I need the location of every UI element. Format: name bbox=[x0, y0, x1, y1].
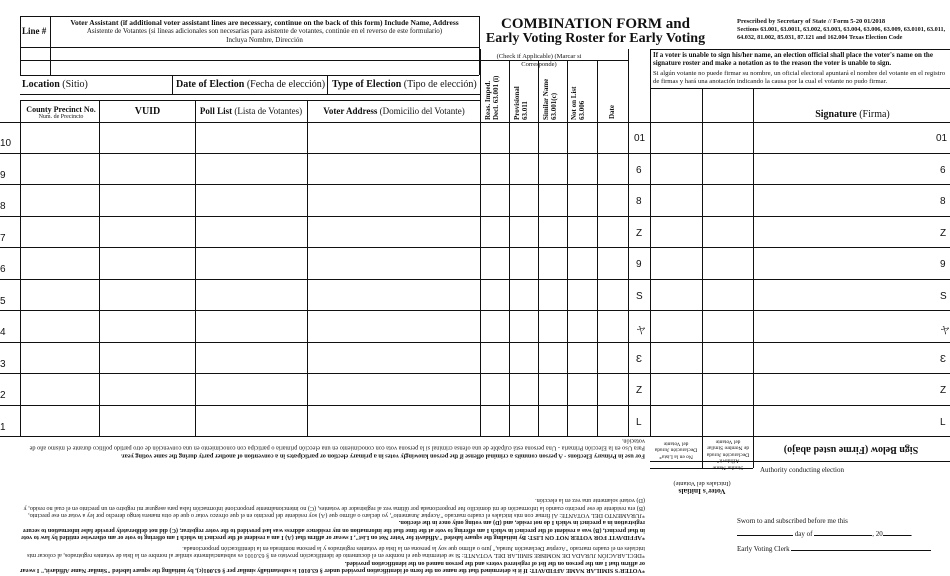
poll-list-header bbox=[196, 106, 306, 116]
row-number: 6 bbox=[0, 264, 6, 275]
row-number-mirror: 6 bbox=[636, 165, 642, 176]
form-title: COMBINATION FORM and bbox=[501, 16, 690, 32]
voter-initials-text: Voter's Initials bbox=[678, 487, 726, 496]
day-of-label: day of bbox=[794, 530, 813, 538]
row-number: 2 bbox=[0, 390, 6, 401]
row-number-right: 01 bbox=[936, 133, 948, 144]
row-number-right: ヤ bbox=[940, 326, 950, 337]
row-number: 7 bbox=[0, 233, 6, 244]
unable-to-sign-notice: If a voter is unable to sign his/her name, an election official shall place the voter's name on the signature roster and make a notation as to the reason the voter is unable to sign. bbox=[653, 51, 933, 67]
row-number: 3 bbox=[0, 359, 6, 370]
not-on-list-affidavit-header: No en la Lista* Declaración Jurada del Votante bbox=[654, 440, 698, 460]
sworn-date-line[interactable]: day of , 20 . bbox=[737, 530, 947, 539]
signature-label: Signature bbox=[815, 109, 857, 120]
row-number: 5 bbox=[0, 296, 6, 307]
code-sections: Sections 63.001, 63.0011, 63.002, 63.003, 63.004, 63.006, 63.009, 63.0101, 63.011, 64.032, 81.002, 85.031, 87.121 and 162.004 Texas Election Code bbox=[737, 26, 946, 41]
voter-address-label-es: (Domicilio del Votante) bbox=[379, 106, 465, 116]
sign-below-label: Sign Below (Firme usted abajo) bbox=[783, 444, 919, 455]
line-number-label: Line # bbox=[22, 26, 47, 36]
row-number: 1 bbox=[0, 422, 6, 433]
row-number: 8 bbox=[0, 201, 6, 212]
prescribed-by: Prescribed by Secretary of State // Form 5-20 01/2018 bbox=[737, 18, 886, 25]
voter-initials-label bbox=[652, 480, 752, 496]
check-if-applicable: (Check if Applicable) (Marcar si Corresponde) bbox=[496, 53, 582, 68]
row-number-right: 9 bbox=[940, 259, 946, 270]
similar-name-header: Similar Name 63.001(c) bbox=[542, 78, 558, 120]
row-number-right: Ɛ bbox=[940, 354, 947, 365]
not-on-list-affidavit-text: *AFFIDAVIT FOR VOTER NOT ON LIST: By initialing the square labeled "Affidavit for Voter Not on List", I swear or affirm that (A) I am a resident of the precinct in which I am offering to vote or am otherwise entitled by law to vote in that precinct, (B) was a resident of the precinct in which I am offering to vote at the time that the information on my residence address was last provided to the voter registrar, (C) did not deliberately provide false information to secure registration in a precinct in which I do not reside, and (D) am voting only once in the election. bbox=[21, 519, 645, 541]
county-precinct-header: County Precinct No. bbox=[26, 105, 96, 114]
type-of-election-label-es: (Tipo de elección) bbox=[403, 79, 477, 90]
year-prefix: 20 bbox=[875, 530, 883, 538]
similar-name-affidavit-header: Similar Name Affidavit* Declaración Jurada de Nombre Similar del Votante bbox=[706, 438, 750, 471]
location-label: Location bbox=[22, 79, 60, 90]
row-number-mirror: 01 bbox=[634, 133, 646, 144]
row-number-mirror: Z bbox=[636, 385, 643, 396]
similar-name-affidavit-text: *VOTER'S SIMILAR NAME AFFIDAVIT: If it is determined that the name on the form of identification provided under § 63.0101 is substantially similar per § 63.001(c), by initialing the square labeled "Similar Name Affidavit," I swear or affirm that I am the person on the list of registered voters and the person named on the identification provided. bbox=[20, 559, 645, 574]
row-number-mirror: ヤ bbox=[636, 326, 646, 337]
row-number-mirror: 8 bbox=[636, 196, 642, 207]
authority-conducting-election: Authority conducting election bbox=[760, 466, 844, 474]
voter-initials-text-es: (Iniciales del Votante) bbox=[673, 480, 731, 487]
not-on-list-affidavit-text-es: *JURAMENTO DEL VOTANTE: Al firmar con mis iniciales el cuadro marcado "Aceptar Juramento", yo declaro o afirmo que (A) soy residente del precinto en el que ofrezco votar o que de otra manera tengo derecho por ley a votar en ese precinto, (B) era residente de ese precinto cuando la información de mi domicilio fue proporcionada por última vez al registrador de votantes, (C) no intencionalmente proporcioné información falsa para asegurar mi registro en un precinto en el cual no resido, y (D) votaré solamente una vez en la elección. bbox=[23, 497, 645, 519]
voter-address-header bbox=[308, 106, 480, 116]
reas-imped-header: Reas. Imped. Decl. 63.001 (i) bbox=[484, 75, 500, 120]
affidavit-text bbox=[20, 460, 645, 574]
row-number-mirror: L bbox=[636, 417, 642, 428]
location-label-es: (Sitio) bbox=[62, 79, 88, 90]
unable-to-sign-notice-es: Si algún votante no puede firmar su nombre, un oficial electoral apuntará el nombre del votante en el registro de firmas y hará una anotación indicando la causa por la cual el votante no pudo firmar. bbox=[653, 70, 946, 85]
similar-name-affidavit-text-es: *DECLARACIÓN JURADA DE NOMBRE SIMILAR DEL VOTANTE: Si se determina que el nombre en el documento de identificación provisto en § 63.0101 es substancialmente similar al nombre en la lista de votantes registrados, al colocar mis iniciales en el cuadro marcado "Aceptar Declaración Jurada," juro o afirmo que soy la persona en la lista de votantes registrados y la persona nombrada en la identificación proporcionada. bbox=[27, 545, 645, 560]
county-precinct-header-es: Num. de Precincto bbox=[38, 114, 84, 120]
type-of-election-field[interactable] bbox=[332, 79, 477, 90]
signature-header bbox=[755, 109, 950, 120]
row-number-mirror: Z bbox=[636, 228, 643, 239]
voter-assistant-title: Voter Assistant (if additional voter assistant lines are necessary, continue on the back of this form) Include Name, Address bbox=[70, 18, 459, 27]
row-number-right: 6 bbox=[940, 165, 946, 176]
sworn-statement: Sworn to and subscribed before me this bbox=[737, 517, 848, 525]
date-of-election-label-es: (Fecha de elección) bbox=[246, 79, 326, 90]
vuid-header: VUID bbox=[134, 106, 161, 117]
date-header: Date bbox=[608, 105, 616, 119]
row-number-mirror: S bbox=[636, 291, 643, 302]
row-number-right: L bbox=[940, 417, 946, 428]
provisional-header: Provisional 63.011 bbox=[513, 86, 529, 120]
row-number: 9 bbox=[0, 170, 6, 181]
row-number-right: 8 bbox=[940, 196, 946, 207]
date-of-election-field[interactable] bbox=[176, 79, 325, 90]
signature-label-es: (Firma) bbox=[859, 109, 890, 120]
row-number-right: Z bbox=[940, 228, 947, 239]
row-number-mirror: Ɛ bbox=[636, 354, 643, 365]
date-of-election-label: Date of Election bbox=[176, 79, 245, 90]
early-voting-clerk-label: Early Voting Clerk bbox=[737, 545, 790, 553]
form-subtitle: Early Voting Roster for Early Voting bbox=[485, 31, 706, 46]
row-number-right: S bbox=[940, 291, 947, 302]
row-number: 10 bbox=[0, 138, 12, 149]
not-on-list-header: Not on List 63.006 bbox=[570, 86, 586, 120]
location-field[interactable] bbox=[22, 79, 88, 90]
primary-notice-es: Para Uso en la Elección Primaria - Una persona está culpable de una ofensa criminal si la persona vota con conocimiento en una elección primaria o participa con conocimiento en una convención de otro partido político durante el mismo año de votación. bbox=[29, 437, 645, 452]
voter-assistant-title-es: Asistente de Votantes (si líneas adicionales son necesarias para asistente de votantes, continúe en el reverso de este formulario) bbox=[86, 27, 443, 35]
row-number-mirror: 9 bbox=[636, 259, 642, 270]
early-voting-clerk-field[interactable] bbox=[737, 545, 947, 554]
poll-list-label: Poll List bbox=[199, 106, 233, 116]
voter-address-label: Voter Address bbox=[323, 106, 378, 116]
primary-notice-en: For use in Primary Elections - A person commits a criminal offense if the person knowingly votes in a primary election or participates in a convention of another party during the same voting year. bbox=[120, 452, 645, 460]
poll-list-label-es: (Lista de Votantes) bbox=[234, 106, 303, 116]
row-number-right: Z bbox=[940, 385, 947, 396]
type-of-election-label: Type of Election bbox=[332, 79, 402, 90]
voter-assistant-title-es-2: Incluya Nombre, Dirección bbox=[226, 36, 303, 44]
primary-election-notice bbox=[20, 437, 645, 460]
row-number: 4 bbox=[0, 327, 6, 338]
roster-rows bbox=[0, 122, 950, 436]
